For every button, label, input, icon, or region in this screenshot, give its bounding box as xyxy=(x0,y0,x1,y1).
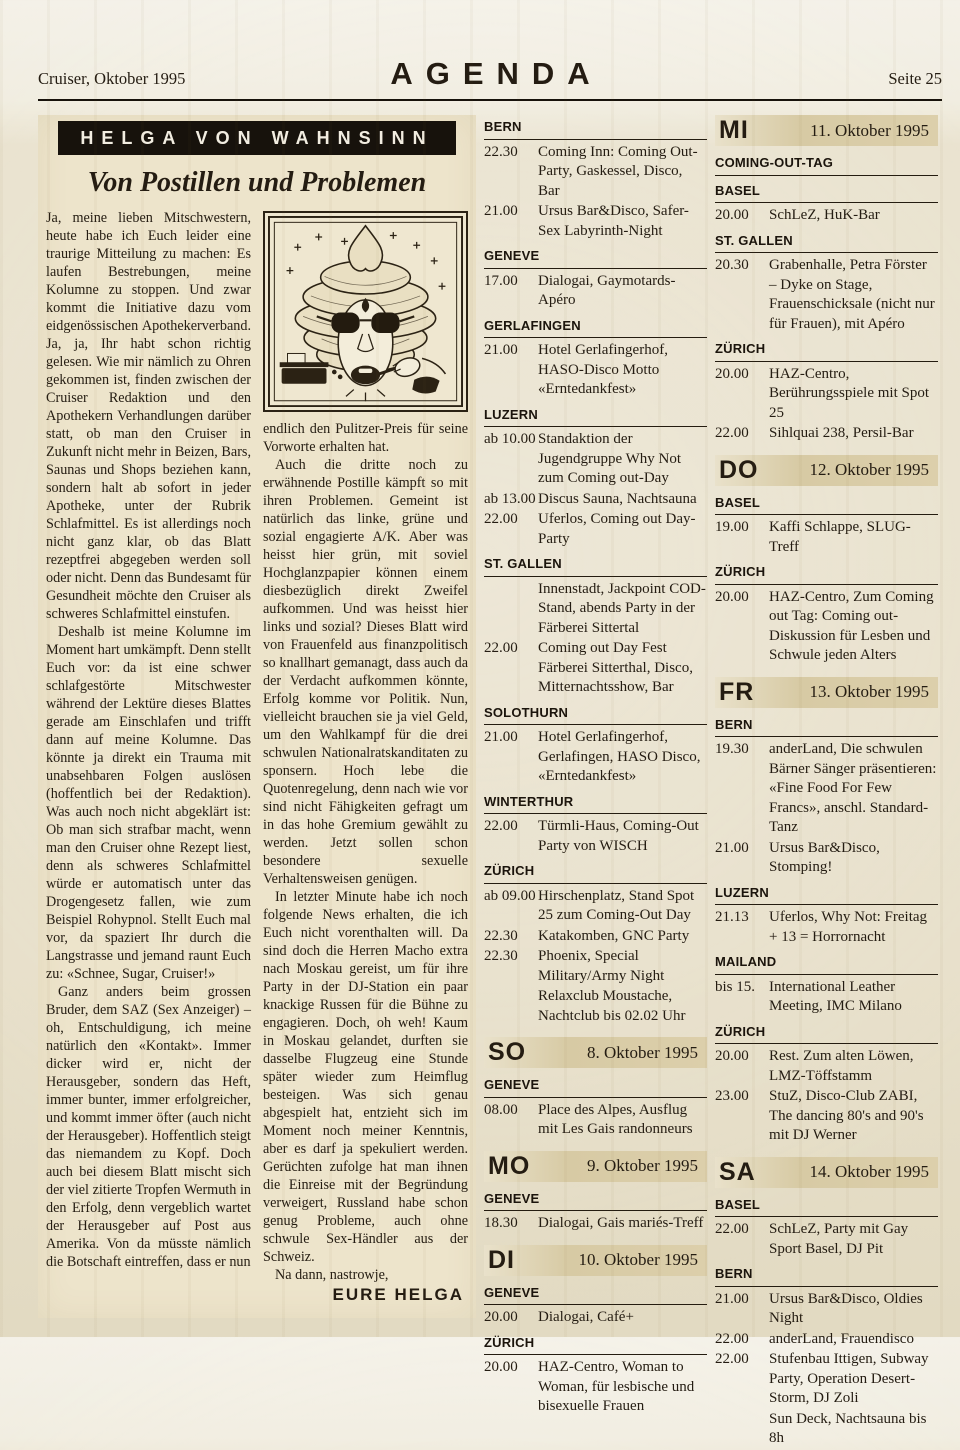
day-band xyxy=(484,1151,707,1182)
event-row xyxy=(715,740,938,838)
event-text: Dialogai, Gaymotards-Apéro xyxy=(538,272,676,308)
event-row xyxy=(715,978,938,1017)
event-text: Rest. Zum alten Löwen, LMZ-Töffstamm xyxy=(769,1048,914,1084)
event-time: 21.00 xyxy=(484,729,518,745)
event-text: Kaffi Schlappe, SLUG-Treff xyxy=(769,519,911,555)
event-text: HAZ-Centro, Berührungsspiele mit Spot 25 xyxy=(769,365,929,421)
event-text: Coming out Day Fest Färberei Sitterthal, Disco, Mitternachtsshow, Bar xyxy=(538,640,693,695)
event-row xyxy=(484,1214,707,1234)
article-column-1 xyxy=(46,209,251,1304)
event-text: Uferlos, Why Not: Freitag + 13 = Horrornacht xyxy=(769,909,928,945)
helga-caricature-illustration xyxy=(263,211,468,412)
event-row xyxy=(715,206,938,226)
event-text: Standaktion der Jugendgruppe Why Not zum Coming out-Day xyxy=(538,431,682,486)
event-text: Ursus Bar&Disco, Stomping! xyxy=(769,839,880,875)
day-label: DO xyxy=(719,455,759,484)
event-row xyxy=(484,887,707,926)
masthead-rule xyxy=(38,99,942,101)
day-band xyxy=(484,1245,707,1276)
event-text: Sihlquai 238, Persil-Bar xyxy=(769,425,914,441)
article-paragraph: Ja, meine lieben Mitschwestern, heute habe ich Euch leider eine traurige Mitteilung zu machen: Es laufen Bestrebungen, meine Kolumne zu stoppen. Und zwar kommt die Initiative dazu vom eidgenössischen Apothekerverband. Ja, ja, Ihr habt schon richtig gelesen. Wie mir nämlich zu Ohren gekommen ist, finden zwischen der Cruiser Redaktion und den Apothekern Verhandlungen darüber statt, ob man den Cruiser in Zukunft nicht mehr in Beizen, Bars, Saunas und Shops beziehen kann, sondern halt ab sofort in jeder Apotheke, unter der Rubrik Schlafmittel. Es ist allerdings noch nicht ganz klar, ob das Blatt rezeptfrei abgegeben werden soll oder nicht. Denn das Bundesamt für Gesundheit möchte den Cruiser als schweres Schlafmittel einstufen. xyxy=(46,210,251,622)
day-label: DI xyxy=(488,1245,515,1274)
masthead-title: AGENDA xyxy=(390,56,603,91)
event-time: 18.30 xyxy=(484,1215,518,1231)
city-header: ST. GALLEN xyxy=(484,554,707,577)
event-text: Grabenhalle, Petra Förster – Dyke on Stage, Frauenschicksale (nicht nur für Frauen), mit Apéro xyxy=(769,257,935,332)
city-header: SOLOTHURN xyxy=(484,703,707,726)
event-row xyxy=(715,424,938,444)
event-time: 22.00 xyxy=(484,818,518,834)
event-row xyxy=(484,430,707,489)
day-date: 12. Oktober 1995 xyxy=(809,460,929,480)
event-time: ab 13.00 xyxy=(484,490,536,507)
day-date: 13. Oktober 1995 xyxy=(809,682,929,702)
day-band xyxy=(715,1157,938,1188)
event-row xyxy=(715,365,938,424)
event-row xyxy=(484,987,707,1026)
article-body xyxy=(46,209,468,1304)
article-block xyxy=(38,115,476,1318)
event-time: ab 10.00 xyxy=(484,431,536,447)
city-header: LUZERN xyxy=(484,405,707,428)
article-paragraph: endlich den Pulitzer-Preis für seine Vorworte erhalten hat. xyxy=(263,421,468,456)
event-text: Phoenix, Special Military/Army Night xyxy=(538,948,665,984)
event-text: Innenstadt, Jackpoint COD-Stand, abends Party in der Färberei Sittertal xyxy=(538,580,706,636)
city-header: LUZERN xyxy=(715,883,938,906)
event-time: 22.30 xyxy=(484,927,518,944)
event-text: Relaxclub Moustache, Nachtclub bis 02.02 Uhr xyxy=(538,988,686,1024)
event-time: 20.00 xyxy=(484,1359,518,1375)
event-text: Dialogai, Gais mariés-Treff xyxy=(538,1215,704,1231)
article-column-2 xyxy=(263,209,468,1304)
city-header: ZÜRICH xyxy=(715,562,938,585)
event-text: Hirschenplatz, Stand Spot 25 zum Coming-Out Day xyxy=(538,887,695,923)
event-row xyxy=(715,1330,938,1350)
event-text: Sun Deck, Nachtsauna bis 8h xyxy=(769,1410,927,1446)
day-band xyxy=(715,455,938,486)
city-header: GENEVE xyxy=(484,1075,707,1098)
event-row xyxy=(715,1220,938,1259)
event-time: 21.00 xyxy=(484,203,518,219)
event-time: 20.30 xyxy=(715,257,749,273)
event-row xyxy=(484,580,707,639)
city-header: ZÜRICH xyxy=(715,339,938,362)
event-row xyxy=(715,908,938,947)
event-text: Hotel Gerlafingerhof, Gerlafingen, HASO Disco, «Erntedankfest» xyxy=(538,729,701,784)
article-kicker: HELGA VON WAHNSINN xyxy=(58,121,456,155)
event-row xyxy=(484,490,707,510)
day-date: 9. Oktober 1995 xyxy=(587,1156,698,1176)
event-row xyxy=(484,510,707,549)
event-time: 22.30 xyxy=(484,948,518,964)
event-text: anderLand, Frauendisco xyxy=(769,1330,914,1347)
event-text: Türmli-Haus, Coming-Out Party von WISCH xyxy=(538,818,699,854)
event-row xyxy=(484,947,707,986)
city-header: GENEVE xyxy=(484,1283,707,1306)
city-header: ST. GALLEN xyxy=(715,231,938,254)
event-time: 22.00 xyxy=(715,1330,749,1347)
city-header: BERN xyxy=(715,715,938,738)
event-row xyxy=(715,1410,938,1449)
day-label: SO xyxy=(488,1038,527,1066)
city-header: GENEVE xyxy=(484,1189,707,1212)
day-band xyxy=(484,1037,707,1068)
event-time: 08.00 xyxy=(484,1101,518,1118)
event-text: Place des Alpes, Ausflug mit Les Gais randonneurs xyxy=(538,1101,693,1137)
event-time: 19.00 xyxy=(715,519,749,535)
event-time: 20.00 xyxy=(715,1048,749,1064)
article-signature: EURE HELGA xyxy=(332,1285,464,1305)
event-text: Ursus Bar&Disco, Oldies Night xyxy=(769,1290,923,1326)
event-time: 21.00 xyxy=(715,839,749,856)
event-row xyxy=(484,1308,707,1328)
event-time: 20.00 xyxy=(715,588,749,605)
event-text: Hotel Gerlafingerhof, HASO-Disco Motto «Erntedankfest» xyxy=(538,342,668,397)
city-header: BERN xyxy=(715,1264,938,1287)
article-paragraph: Ganz anders beim grossen Bruder, dem SAZ (Sex Anzeiger) – oh, Entschuldigung, ich meine natürlich den «Kontakt». Immer dicker wird er, nicht der Herausgeber, sondern das Heft, immer bunter, immer erfolgreicher, und kommt immer öfter (auch nicht der Herausgeber). Hoffentlich steigt das niemandem zu Kopf. Doch auch bei diesem Blatt mischt sich der viel zitierte Tropfen Wermuth in den Erfolg, denn vergeblich wartet der Herausgeber auf Post aus Amerika. Von da müsste nämlich die Botschaft eintreffen, dass er nun xyxy=(46,984,251,1270)
city-header: ZÜRICH xyxy=(715,1022,938,1045)
article-title: Von Postillen und Problemen xyxy=(87,167,427,198)
day-date: 10. Oktober 1995 xyxy=(578,1250,698,1270)
event-row xyxy=(484,341,707,400)
event-text: Uferlos, Coming out Day-Party xyxy=(538,511,696,547)
event-text: SchLeZ, Party mit Gay Sport Basel, DJ Pit xyxy=(769,1221,909,1257)
event-time: 23.00 xyxy=(715,1088,749,1104)
article-paragraph: In letzter Minute habe ich noch folgende News erhalten, die ich Euch nicht vorenthalten will. Da sind doch die Herren Macho extra nach Moskau gereist, um für ihre Party in der DJ-Station ein paar knackige Russen für die Bühne zu engagieren. Doch, oh weh! Kaum in Moskau gelandet, durften sie dasselbe Flugzeug eine Stunde später wieder zum Heimflug besteigen. Was sich genau abgespielt hat, entzieht sich im Moment noch meiner Kenntnis, aber es darf ja spekuliert werden. Gerüchten zufolge hat man ihnen die Einreise mit der Begründung verweigert, Russland habe schon genug Probleme, auch ohne schwule Sex-Händler aus der Schweiz. xyxy=(263,889,468,1266)
event-time: 20.00 xyxy=(484,1309,518,1325)
event-text: Discus Sauna, Nachtsauna xyxy=(538,490,697,507)
event-time: 22.30 xyxy=(484,143,518,160)
article-paragraph: Auch die dritte noch zu erwähnende Postille kämpft so mit ihren Problemen. Gemeint ist natürlich das linke, grüne und sozial engagierte A/K. Aber was heisst hier grün, mit soviel Hochglanzpapier können einem diesbezüglich direkt Zweifel aufkommen. Und was heisst hier links und sozial? Dieses Blatt wird von Frauenfeld aus finanzpolitisch so knallhart gemanagt, dass auch da der Verdacht aufkommen könnte, Erfolg komme vor Politik. Nun, vielleicht brauchen sie ja viel Geld, um den Wahlkampf für die drei schwulen Nationalratskanditaten zu sponsern. Hoch lebe die Quotenregelung, denn nach wie vor sind nicht Fähigkeiten gefragt um in das hohe Gremium gewählt zu werden. Jetzt sollen schon besondere sexuelle Verhaltensweisen genügen. xyxy=(263,457,468,888)
event-time: 21.00 xyxy=(484,342,518,358)
day-label: FR xyxy=(719,677,755,706)
event-text: Dialogai, Café+ xyxy=(538,1309,634,1325)
event-row xyxy=(715,256,938,334)
event-row xyxy=(484,1101,707,1140)
event-text: HAZ-Centro, Woman to Woman, für lesbische und bisexuelle Frauen xyxy=(538,1359,695,1414)
day-date: 8. Oktober 1995 xyxy=(587,1042,698,1062)
city-header: GERLAFINGEN xyxy=(484,316,707,339)
event-row xyxy=(484,1358,707,1417)
city-header: ZÜRICH xyxy=(484,1333,707,1356)
city-header: BASEL xyxy=(715,493,938,516)
event-time: 22.00 xyxy=(715,425,749,441)
day-label: MO xyxy=(488,1151,531,1180)
event-row xyxy=(484,927,707,947)
masthead-publication: Cruiser, Oktober 1995 xyxy=(38,69,186,88)
event-time: 20.00 xyxy=(715,207,749,223)
event-row xyxy=(715,1290,938,1329)
event-row xyxy=(715,1047,938,1086)
event-text: StuZ, Disco-Club ZABI, The dancing 80's and 90's mit DJ Werner xyxy=(769,1088,924,1143)
city-header: MAILAND xyxy=(715,952,938,975)
event-time: bis 15. xyxy=(715,978,756,995)
agenda-column-right xyxy=(715,115,938,1450)
event-text: International Leather Meeting, IMC Milano xyxy=(769,978,902,1014)
event-row xyxy=(484,202,707,241)
event-time: 21.00 xyxy=(715,1290,749,1307)
event-row xyxy=(715,1350,938,1409)
event-text: Coming Inn: Coming Out-Party, Gaskessel, Disco, Bar xyxy=(538,143,698,199)
event-time: ab 09.00 xyxy=(484,887,536,904)
day-label: MI xyxy=(719,116,749,144)
article-column-2-text xyxy=(263,420,468,1284)
event-time: 22.00 xyxy=(715,1221,749,1237)
masthead xyxy=(38,0,942,92)
city-header: BERN xyxy=(484,117,707,140)
agenda-column-mid xyxy=(484,115,707,1418)
event-text: anderLand, Die schwulen Bärner Sänger präsentieren: «Fine Food For Few Francs», anschl. Standard-Tanz xyxy=(769,741,937,835)
event-row xyxy=(484,639,707,698)
city-header: BASEL xyxy=(715,181,938,204)
event-time: 17.00 xyxy=(484,272,518,289)
city-header: ZÜRICH xyxy=(484,861,707,884)
masthead-page-number: Seite 25 xyxy=(888,69,942,88)
event-time: 22.00 xyxy=(484,511,518,527)
event-row xyxy=(715,839,938,878)
event-text: HAZ-Centro, Zum Coming out Tag: Coming out-Diskussion für Lesben und Schwule jeden Alters xyxy=(769,588,934,663)
day-date: 11. Oktober 1995 xyxy=(810,120,929,140)
event-text: Ursus Bar&Disco, Safer-Sex Labyrinth-Night xyxy=(538,203,689,239)
event-text: Katakomben, GNC Party xyxy=(538,927,690,944)
day-band xyxy=(715,115,938,146)
event-row xyxy=(484,728,707,787)
event-text: SchLeZ, HuK-Bar xyxy=(769,207,880,223)
article-paragraph: Na dann, nastrowje, xyxy=(275,1267,389,1284)
event-time: 20.00 xyxy=(715,365,749,382)
day-date: 14. Oktober 1995 xyxy=(809,1162,929,1182)
article-paragraph: Deshalb ist meine Kolumne im Moment hart umkämpft. Denn stellt Euch vor: da ist eine schwer schlafgestörte Mitschwester während der Lektüre dieses Blattes gerade am Einschlafen und trifft dann auf meine Kolumne. Das könnte ja direkt ein Trauma mit unabsehbaren Folgen auslösen (hoffentlich bei der Redaktion). Was auch noch nicht abgeklärt ist: Ob man sich strafbar macht, wenn man den Cruiser ohne Rezept liest, denn als schweres Schlafmittel würde er automatisch unter das Drogengesetz fallen, wie zum Beispiel Rohypnol. Stellt Euch mal vor, da spaziert Ihr durch die Langstrasse und jemand raunt Euch zu: «Schnee, Sugar, Cruiser!» xyxy=(46,624,251,982)
day-band xyxy=(715,677,938,708)
city-header: COMING-OUT-TAG xyxy=(715,153,938,176)
event-time: 22.00 xyxy=(484,640,518,656)
day-label: SA xyxy=(719,1157,756,1186)
city-header: GENEVE xyxy=(484,246,707,269)
event-time: 19.30 xyxy=(715,741,749,757)
event-row xyxy=(484,817,707,856)
event-row xyxy=(715,588,938,666)
event-text: Stufenbau Ittigen, Subway Party, Operation Desert-Storm, DJ Zoli xyxy=(769,1351,929,1406)
city-header: BASEL xyxy=(715,1195,938,1218)
event-row xyxy=(715,518,938,557)
event-time: 21.13 xyxy=(715,909,749,925)
event-row xyxy=(484,272,707,311)
event-row xyxy=(715,1087,938,1146)
content-columns xyxy=(38,115,942,1450)
event-row xyxy=(484,143,707,202)
event-time: 22.00 xyxy=(715,1351,749,1367)
city-header: WINTERTHUR xyxy=(484,792,707,815)
helga-caricature-icon xyxy=(268,216,463,407)
